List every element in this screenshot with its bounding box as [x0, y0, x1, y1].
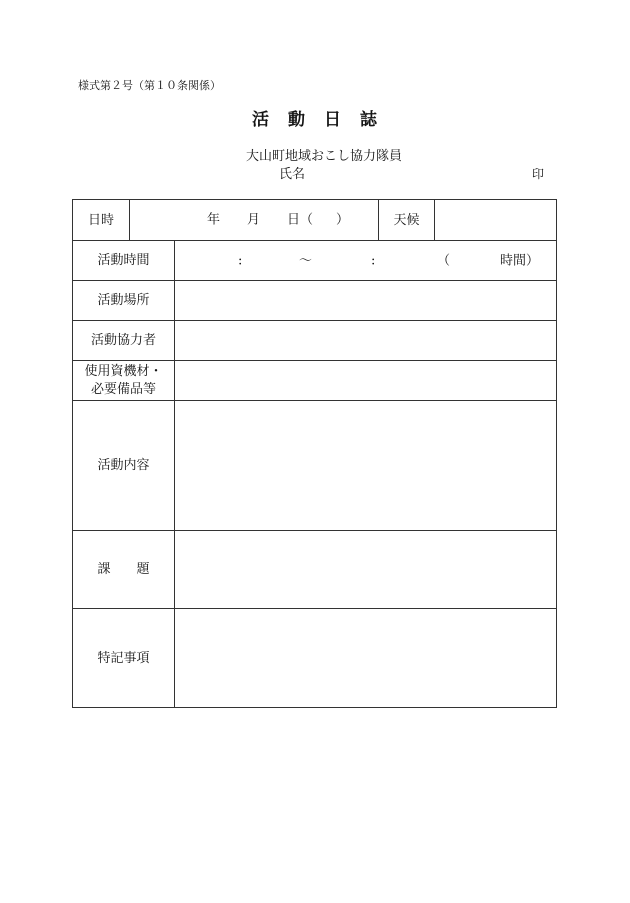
date-paren-close: ）	[336, 212, 350, 228]
place-value-cell	[175, 281, 556, 320]
issues-label: 課 題	[97, 562, 150, 577]
weather-label-cell	[379, 200, 435, 240]
cooperators-value-cell	[175, 321, 556, 360]
weather-label: 天候	[393, 212, 420, 228]
materials-row	[73, 360, 556, 400]
time-range-separator: ～	[299, 253, 313, 268]
seal-label: 印	[532, 167, 545, 181]
place-label: 活動場所	[97, 293, 150, 308]
notes-label: 特記事項	[97, 650, 150, 666]
cooperators-label: 活動協力者	[90, 333, 156, 348]
time-end-colon: :	[371, 253, 376, 268]
date-label-cell	[73, 200, 130, 240]
issues-label-cell	[73, 531, 175, 608]
document-title: 活 動 日 誌	[252, 110, 378, 130]
affiliation-text: 大山町地域おこし協力隊員	[246, 149, 403, 164]
content-row	[73, 400, 556, 530]
materials-label-line2: 必要備品等	[90, 381, 156, 397]
notes-value-cell	[175, 609, 556, 707]
date-month-label: 月	[247, 212, 261, 228]
issues-row	[73, 530, 556, 608]
name-label: 氏名	[279, 167, 306, 182]
cooperators-label-cell	[73, 321, 175, 360]
content-label: 活動内容	[97, 458, 150, 473]
date-row	[73, 200, 556, 240]
weather-value-cell	[435, 200, 556, 240]
date-value-cell	[130, 200, 379, 240]
activity-log-table	[72, 199, 557, 708]
time-label: 活動時間	[97, 253, 150, 268]
form-number: 様式第２号（第１０条関係）	[78, 79, 221, 92]
place-row	[73, 280, 556, 320]
date-label: 日時	[87, 212, 114, 228]
materials-value-cell	[175, 361, 556, 400]
content-label-cell	[73, 401, 175, 530]
materials-label-cell	[73, 361, 175, 400]
content-value-cell	[175, 401, 556, 530]
time-row	[73, 240, 556, 280]
time-start-colon: :	[238, 253, 243, 268]
date-year-label: 年	[207, 212, 221, 228]
materials-label-line1: 使用資機材・	[84, 363, 163, 379]
notes-label-cell	[73, 609, 175, 707]
cooperators-row	[73, 320, 556, 360]
time-hours-suffix: 時間）	[500, 253, 540, 268]
time-paren-open: （	[437, 253, 451, 268]
issues-value-cell	[175, 531, 556, 608]
date-day-label: 日（	[287, 212, 314, 228]
place-label-cell	[73, 281, 175, 320]
time-label-cell	[73, 241, 175, 280]
notes-row	[73, 608, 556, 707]
time-value-cell	[175, 241, 556, 280]
